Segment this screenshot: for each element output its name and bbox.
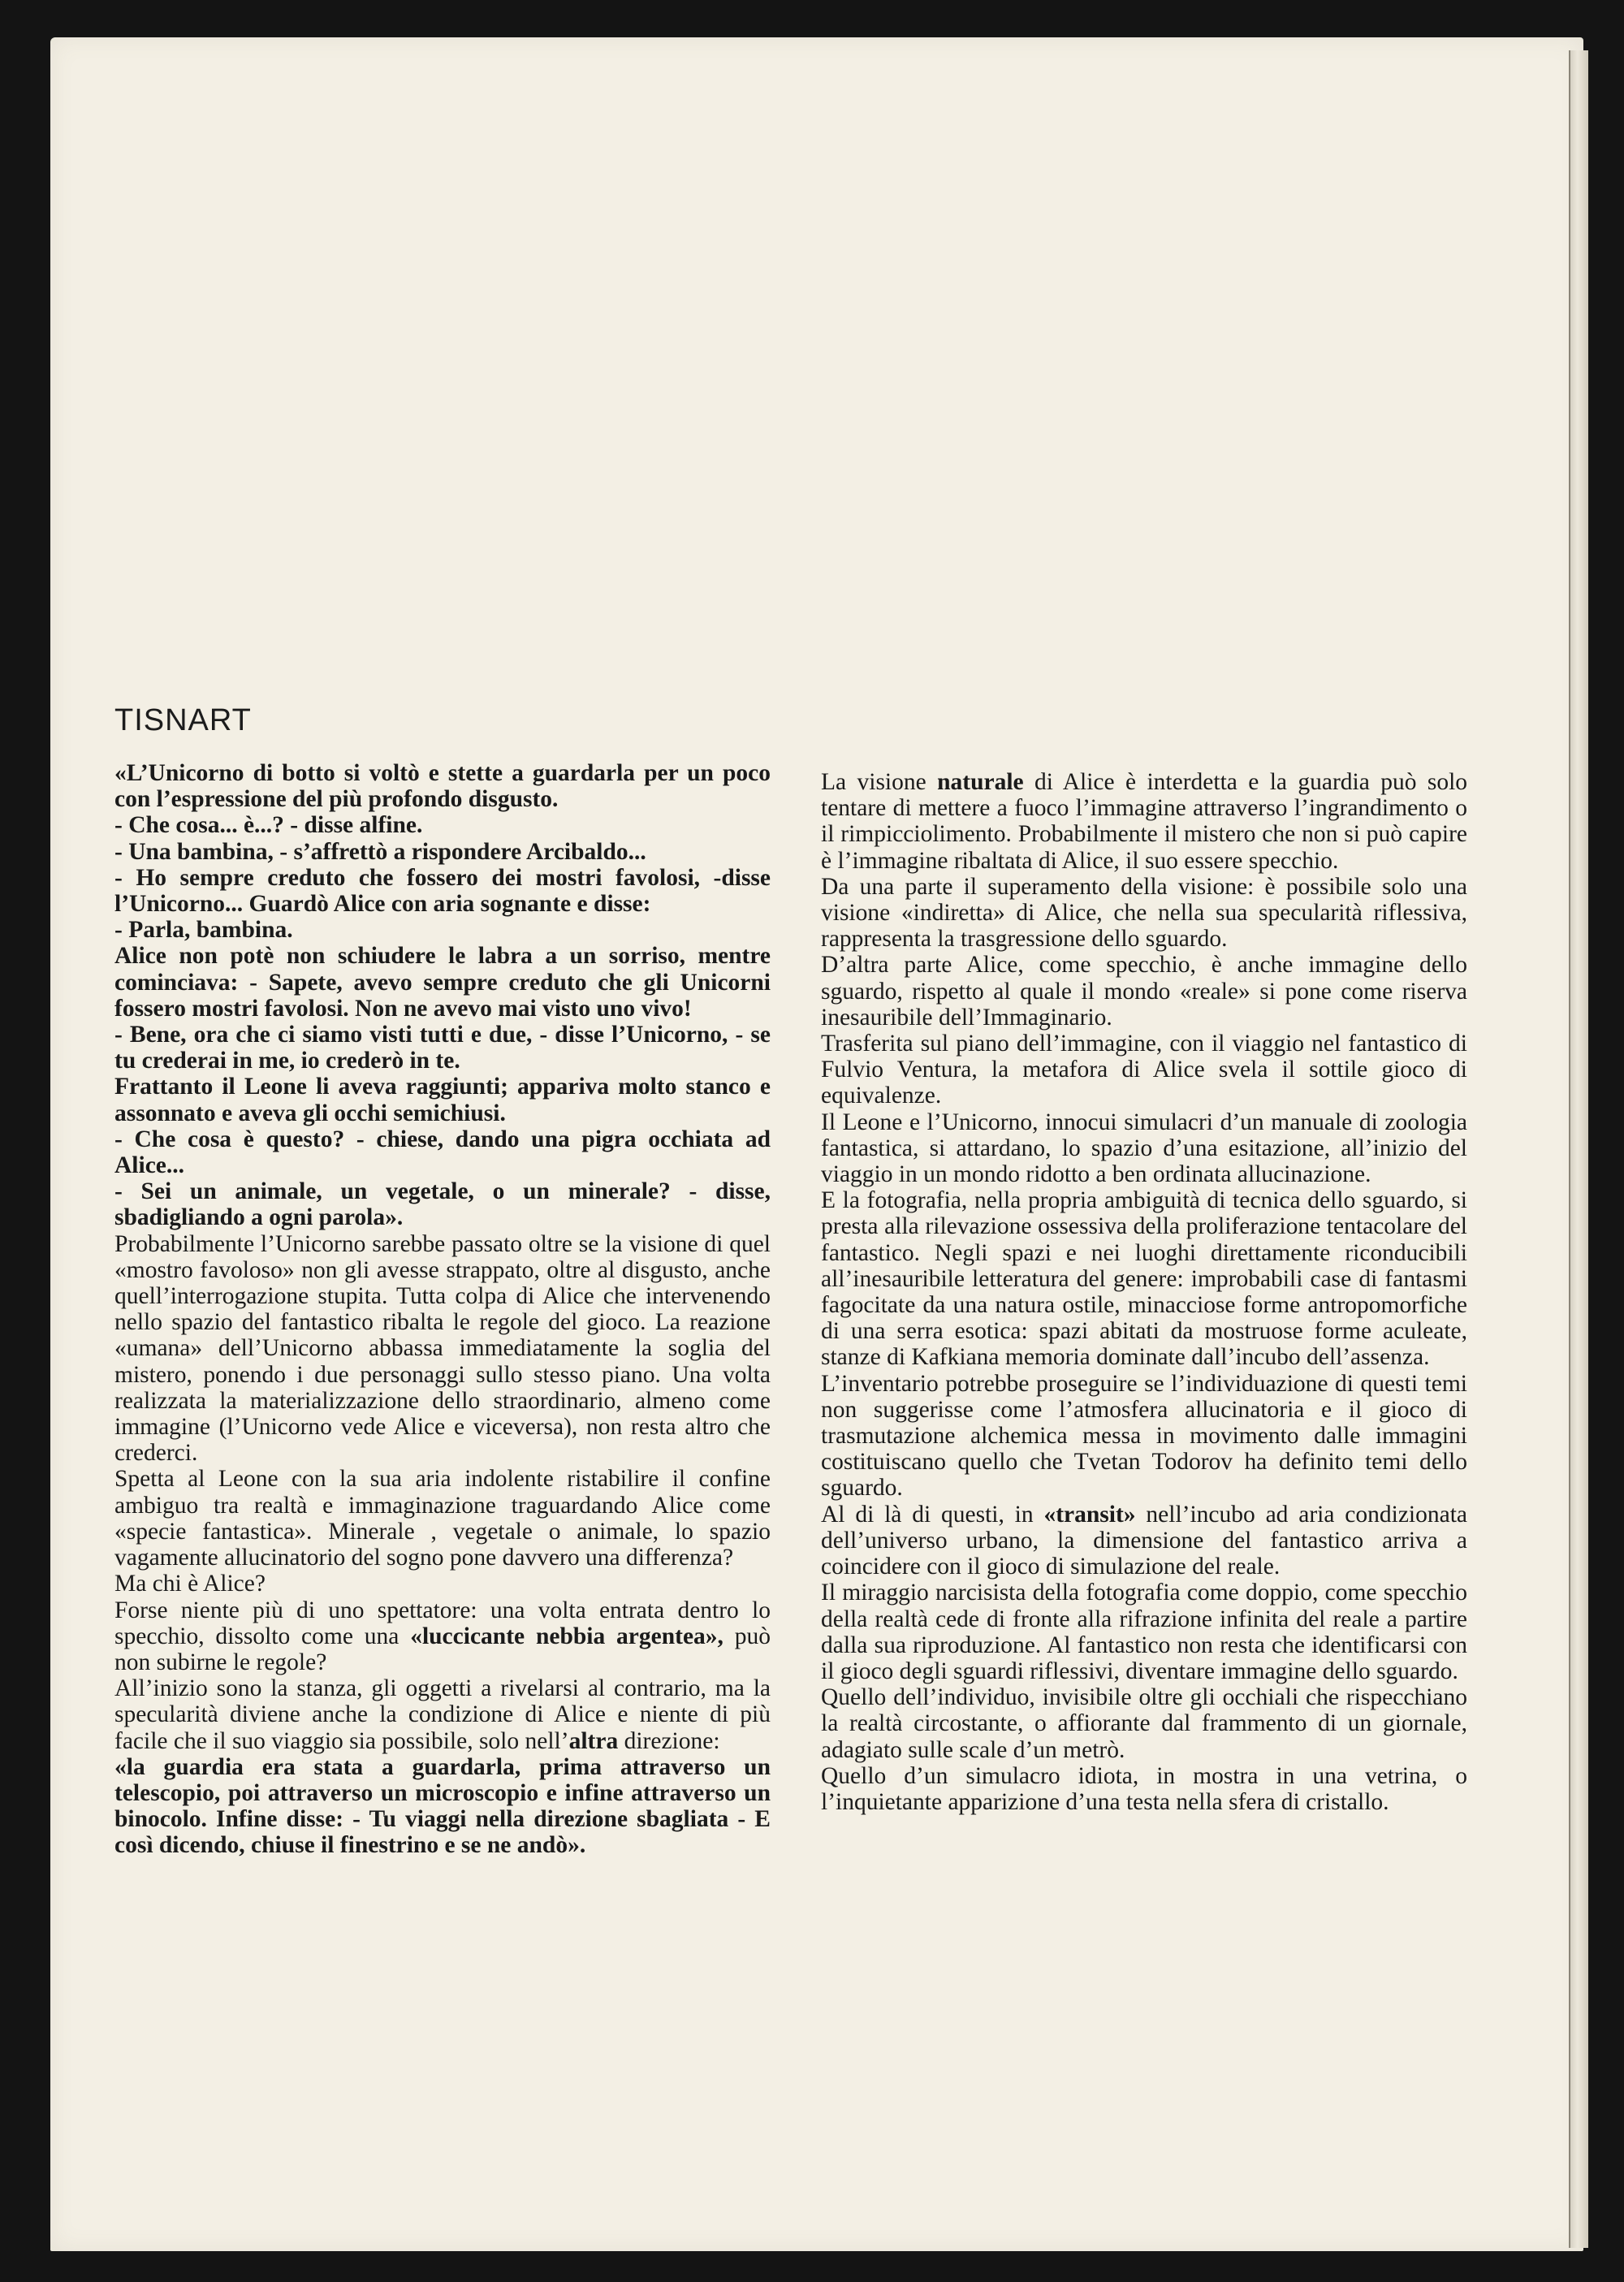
text-run: Il miraggio narcisista della fotografia come doppio, come specchio della realtà cede di fronte alla rifrazione infinita del reale a partire dalla sua riproduzione. Al fantastico non resta che identificarsi con il gioco degli sguardi riflessivi, diventare immagine dello sguardo. [821,1580,1467,1684]
text-run: Il Leone e l’Unicorno, innocui simulacri d’un manuale di zoologia fantastica, si attardano, lo spazio d’una esitazione, all’inizio del viaggio in un mondo ridotto a ben ordinata allucinazione. [821,1109,1467,1188]
text-run: direzione: [624,1727,720,1754]
text-run: - Che cosa... è...? - disse alfine. [114,812,423,839]
paragraph [821,1371,1467,1502]
paragraph [821,1109,1467,1188]
text-run-bold: «luccicante nebbia argentea», [410,1623,723,1649]
text-run: E la fotografia, nella propria ambiguità di tecnica dello sguardo, si presta alla rilevazione ossessiva della proliferazione tentacolare del fantastico. Negli spazi e nei luoghi direttamente riconducibili all’inesauribile letteratura del genere: improbabili case di fantasmi fagocitate da una natura ostile, minacciose forme antropomorfiche di una serra esotica: spazi abitati da mostruose forme aculeate, stanze di Kafkiana memoria dominate dall’incubo dell’assenza. [821,1187,1467,1371]
paragraph [821,1502,1467,1580]
text-run: L’inventario potrebbe proseguire se l’individuazione di questi temi non suggerisse come l’atmosfera allucinatoria e il gioco di trasmutazione alchemica messa in movimento dalle immagini costituiscano quello che Tvetan Todorov ha definito temi dello sguardo. [821,1370,1467,1502]
text-run-bold: «transit» [1043,1501,1136,1528]
paragraph [821,1031,1467,1109]
text-run: - Bene, ora che ci siamo visti tutti e due, - disse l’Unicorno, - se tu crederai in me, io crederò in te. [114,1022,771,1074]
page-title: TISNART [114,703,252,737]
right-text-column [821,769,1467,1815]
text-run: Ma chi è Alice? [114,1571,266,1597]
paragraph [821,1684,1467,1763]
paragraph [821,952,1467,1031]
text-run: La visione [821,769,926,795]
quote-line [114,812,771,838]
text-run: Al di là di questi, in [821,1501,1034,1528]
text-run: di Alice è interdetta e la guardia può solo tentare di mettere a fuoco l’immagine attraverso l’ingrandimento o il rimpicciolimento. Probabilmente il mistero che non si può capire è l’immagine ribaltata di Alice, il suo essere specchio. [821,769,1468,874]
text-run: Quello d’un simulacro idiota, in mostra in una vetrina, o l’inquietante apparizione d’una testa nella sfera di cristallo. [821,1762,1467,1815]
left-text-column [114,760,771,1859]
paragraph [821,1580,1467,1684]
text-run: Da una parte il superamento della visione: è possibile solo una visione «indiretta» di Alice, che nella sua specularità riflessiva, rappresenta la trasgressione dello sguardo. [821,873,1467,953]
text-run-bold: naturale [937,769,1024,795]
quote-opening [114,760,771,812]
paragraph [821,1187,1467,1370]
text-run: - Parla, bambina. [114,917,293,944]
quote-closing [114,1754,771,1859]
paragraph [821,769,1467,874]
text-run: nell’incubo ad aria condizionata dell’universo urbano, la dimensione del fantastico arriva a coincidere con il gioco di simulazione del reale. [821,1501,1468,1580]
text-run: Trasferita sul piano dell’immagine, con il viaggio nel fantastico di Fulvio Ventura, la metafora di Alice svela il sottile gioco di equivalenze. [821,1031,1467,1109]
page-fold-edge [1569,50,1588,2248]
text-run: Spetta al Leone con la sua aria indolente ristabilire il confine ambiguo tra realtà e immaginazione traguardando Alice come «specie fantastica». Minerale , vegetale o animale, lo spazio vagamente allucinatorio del sogno pone davvero una differenza? [114,1466,771,1571]
paragraph [114,1675,771,1754]
text-run-bold: altra [568,1727,619,1754]
paragraph [821,1763,1467,1815]
paragraph [114,1231,771,1467]
paragraph [114,1466,771,1571]
paragraph [821,874,1467,953]
text-run: può non subirne le regole? [114,1623,771,1675]
quote-line [114,943,771,1022]
paragraph [114,1571,771,1597]
text-run: D’altra parte Alice, come specchio, è anche immagine dello sguardo, rispetto al quale il mondo «reale» si pone come riserva inesauribile dell’Immaginario. [821,952,1467,1031]
quote-line [114,917,771,943]
text-run: Alice non potè non schiudere le labra a un sorriso, mentre cominciava: - Sapete, avevo sempre creduto che gli Unicorni fossero mostri favolosi. Non ne avevo mai visto uno vivo! [114,943,771,1022]
quote-line [114,1178,771,1230]
text-run: - Una bambina, - s’affrettò a rispondere Arcibaldo... [114,838,646,865]
quote-line [114,1074,771,1126]
text-run: - Sei un animale, un vegetale, o un minerale? - disse, sbadigliando a ogni parola». [114,1178,771,1231]
text-run: All’inizio sono la stanza, gli oggetti a rivelarsi al contrario, ma la specularità diviene anche la condizione di Alice e niente di più facile che il suo viaggio sia possibile, solo nell’ [114,1675,771,1754]
text-run: - Ho sempre creduto che fossero dei mostri favolosi, -disse l’Unicorno... Guardò Alice con aria sognante e disse: [114,864,771,918]
quote-line [114,1022,771,1074]
quote-line [114,1126,771,1178]
text-run: Quello dell’individuo, invisibile oltre gli occhiali che rispecchiano la realtà circostante, o affiorante dal frammento di un giornale, adagiato sulle scale d’un metrò. [821,1684,1467,1763]
quote-line [114,865,771,917]
quote-line [114,839,771,865]
paragraph [114,1597,771,1676]
text-run: Probabilmente l’Unicorno sarebbe passato oltre se la visione di quel «mostro favoloso» non gli avesse strappato, oltre al disgusto, anche quell’interrogazione stupita. Tutta colpa di Alice che intervenendo nello spazio del fantastico ribalta le regole del gioco. La reazione «umana» dell’Unicorno abbassa immediatamente la soglia del mistero, ponendo i due personaggi sullo stesso piano. Una volta realizzata la materializzazione dello straordinario, almeno come immagine (l’Unicorno vede Alice e viceversa), non resta altro che crederci. [114,1230,771,1467]
text-run: Forse niente più di uno spettatore: una volta entrata dentro lo specchio, dissolto come una [114,1597,771,1649]
text-run: - Che cosa è questo? - chiese, dando una pigra occhiata ad Alice... [114,1126,771,1179]
text-run: «la guardia era stata a guardarla, prima attraverso un telescopio, poi attraverso un microscopio e infine attraverso un binocolo. Infine disse: - Tu viaggi nella direzione sbagliata - E così dicendo, chiuse il finestrino e se ne andò». [114,1753,771,1859]
text-run: Frattanto il Leone li aveva raggiunti; appariva molto stanco e assonnato e aveva gli occhi semichiusi. [114,1074,771,1126]
text-run: «L’Unicorno di botto si voltò e stette a guardarla per un poco con l’espressione del più profondo disgusto. [114,760,771,813]
